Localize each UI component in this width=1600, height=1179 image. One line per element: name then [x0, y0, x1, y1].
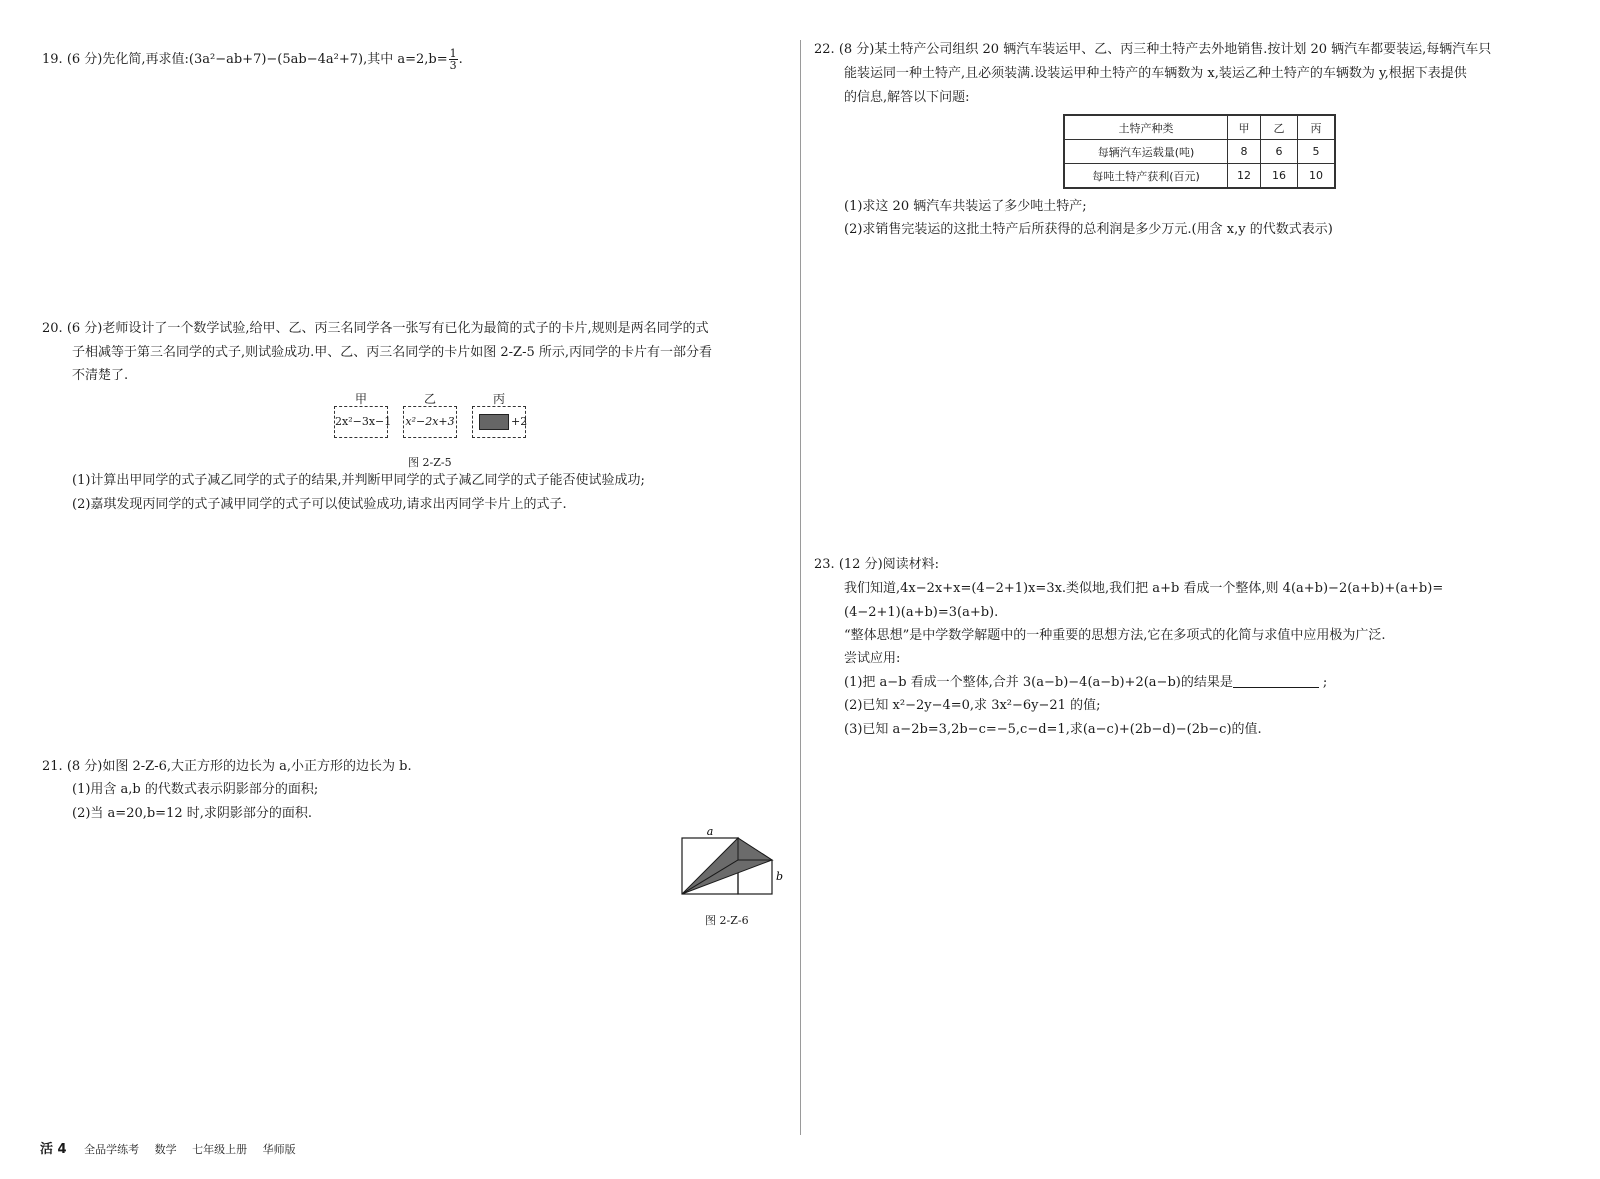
table-cell: 每辆汽车运载量(吨): [1064, 140, 1228, 164]
question-19-text: 先化简,再求值:: [102, 52, 189, 67]
question-23-line-2: (4−2+1)(a+b)=3(a+b).: [844, 605, 999, 620]
table-cell: 每吨土特产获利(百元): [1064, 164, 1228, 189]
card-bing: [472, 406, 526, 438]
table-header-cell: 乙: [1261, 115, 1298, 140]
question-20-line-3: 不清楚了.: [72, 368, 129, 383]
shaded-triangle-2: [738, 838, 772, 860]
grade: 七年级上册: [192, 1143, 248, 1156]
figure-caption-2-z-5: 图 2-Z-5: [408, 456, 452, 469]
table-row: [1064, 164, 1335, 189]
question-19: 19. (6 分)先化简,再求值:(3a²−ab+7)−(5ab−4a²+7),其中 a=2,b= $\frac{1}{3}$ .: [42, 47, 463, 72]
question-23-line-3: “整体思想”是中学数学解题中的一种重要的思想方法,它在多项式的化简与求值中应用极为广泛.: [844, 628, 1386, 643]
data-table: [1063, 114, 1336, 189]
page-footer: [40, 1138, 296, 1157]
question-23-line-1: 我们知道,4x−2x+x=(4−2+1)x=3x.类似地,我们把 a+b 看成一个整体,则 4(a+b)−2(a+b)+(a+b)=: [844, 581, 1444, 596]
card-label-yi: 乙: [423, 392, 436, 406]
question-23-sub-1: (1)把 a−b 看成一个整体,合并 3(a−b)−4(a−b)+2(a−b)的结果是 ;: [844, 675, 1328, 690]
question-22-number: 22.: [814, 42, 835, 57]
question-22-line-2: 能装运同一种土特产,且必须装满.设装运甲种土特产的车辆数为 x,装运乙种土特产的车辆数为 y,根据下表提供: [844, 66, 1467, 81]
question-20-sub-1: (1)计算出甲同学的式子减乙同学的式子的结果,并判断甲同学的式子减乙同学的式子能否使试验成功;: [72, 473, 645, 488]
card-jia: [334, 406, 392, 438]
book-series: 全品学练考: [84, 1143, 140, 1156]
label-a: a: [706, 826, 714, 838]
question-21-number: 21.: [42, 759, 63, 774]
label-b: b: [776, 870, 784, 883]
table-cell: 8: [1228, 140, 1261, 164]
table-cell: 5: [1298, 140, 1336, 164]
table-cell: 16: [1261, 164, 1298, 189]
column-divider: [800, 40, 801, 1135]
question-20-sub-2: (2)嘉琪发现丙同学的式子减甲同学的式子可以使试验成功,请求出丙同学卡片上的式子.: [72, 497, 567, 512]
question-19-expression: (3a²−ab+7)−(5ab−4a²+7),其中 a=2,b=: [188, 52, 448, 67]
question-22-sub-1: (1)求这 20 辆汽车共装运了多少吨土特产;: [844, 199, 1087, 214]
question-23-sub-2: (2)已知 x²−2y−4=0,求 3x²−6y−21 的值;: [844, 698, 1101, 713]
question-22-score: (8 分): [838, 42, 875, 57]
table-row: [1064, 140, 1335, 164]
question-23-line-4: 尝试应用:: [844, 651, 901, 666]
question-20-number: 20.: [42, 321, 63, 336]
table-cell: 10: [1298, 164, 1336, 189]
figure-2-z-6: [676, 826, 796, 896]
question-20-score: (6 分): [66, 321, 103, 336]
figure-caption-2-z-6: 图 2-Z-6: [705, 914, 749, 927]
table-header-cell: 甲: [1228, 115, 1261, 140]
subject: 数学: [154, 1143, 177, 1156]
table-header-row: [1064, 115, 1335, 140]
question-20-line-2: 子相减等于第三名同学的式子,则试验成功.甲、乙、丙三名同学的卡片如图 2-Z-5 所示,丙同学的卡片有一部分看: [72, 345, 713, 360]
page-number: 活 4: [40, 1142, 67, 1157]
answer-blank[interactable]: [1233, 674, 1319, 688]
question-21: 21. (8 分)如图 2-Z-6,大正方形的边长为 a,小正方形的边长为 b.: [42, 759, 412, 774]
question-22-line-1: 22. (8 分)某土特产公司组织 20 辆汽车装运甲、乙、丙三种土特产去外地销售.按计划 20 辆汽车都要装运,每辆汽车只: [814, 42, 1492, 57]
card-bing-expression: +2: [511, 415, 528, 428]
fraction-one-third: $\frac{1}{3}$: [449, 47, 457, 72]
question-23-sub-3: (3)已知 a−2b=3,2b−c=−5,c−d=1,求(a−c)+(2b−d)−(2b−c)的值.: [844, 722, 1262, 737]
table-header-cell: 土特产种类: [1064, 115, 1228, 140]
card-yi: [403, 406, 457, 438]
card-label-jia: 甲: [354, 392, 367, 406]
question-22-line-3: 的信息,解答以下问题:: [844, 90, 970, 105]
question-23-title: 23. (12 分)阅读材料:: [814, 557, 940, 572]
question-23-number: 23.: [814, 557, 835, 572]
question-19-score: (6 分): [66, 52, 103, 67]
question-21-sub-1: (1)用含 a,b 的代数式表示阴影部分的面积;: [72, 782, 319, 797]
question-21-score: (8 分): [66, 759, 103, 774]
question-22-sub-2: (2)求销售完装运的这批土特产后所获得的总利润是多少万元.(用含 x,y 的代数式表示): [844, 222, 1333, 237]
table-cell: 6: [1261, 140, 1298, 164]
edition: 华师版: [262, 1143, 296, 1156]
question-19-number: 19.: [42, 52, 63, 67]
table-cell: 12: [1228, 164, 1261, 189]
question-21-sub-2: (2)当 a=20,b=12 时,求阴影部分的面积.: [72, 806, 313, 821]
question-23-score: (12 分): [838, 557, 883, 572]
table-header-cell: 丙: [1298, 115, 1336, 140]
question-20-line-1: 20. (6 分)老师设计了一个数学试验,给甲、乙、丙三名同学各一张写有已化为最简的式子的卡片,规则是两名同学的式: [42, 321, 709, 336]
card-jia-expression: 2x²−3x−1: [335, 415, 392, 428]
card-label-bing: 丙: [492, 392, 505, 406]
obscured-region: [479, 414, 509, 430]
card-yi-expression: x²−2x+3: [405, 415, 455, 428]
